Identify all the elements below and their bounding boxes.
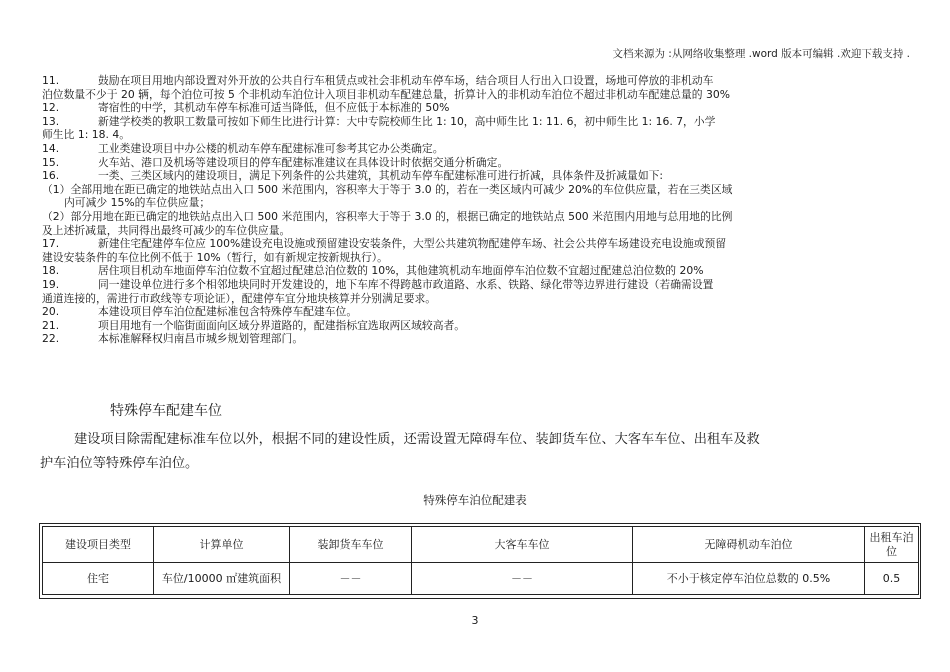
table-cell: 不小于核定停车泊位总数的 0.5%: [633, 563, 865, 595]
clause-text: 本建设项目停车泊位配建标准包含特殊停车配建车位。: [98, 305, 358, 319]
clause-number: 20.: [42, 305, 60, 319]
header-cell: 无障碍机动车泊位: [633, 527, 865, 563]
list-item: [40, 74, 910, 88]
clause-list: [40, 74, 910, 346]
clause-number: 18.: [42, 264, 60, 278]
header-note: 文档来源为 :从网络收集整理 .word 版本可编辑 .欢迎下载支持 .: [612, 48, 910, 60]
table-cell: 车位/10000 ㎡建筑面积: [154, 563, 290, 595]
header-cell: 计算单位: [154, 527, 290, 563]
table-cell: －－: [412, 563, 633, 595]
clause-number: 17.: [42, 237, 60, 251]
clause-text: 新建学校类的教职工数量可按如下师生比进行计算：大中专院校师生比 1: 10，高中师生比 1: 11. 6，初中师生比 1: 16. 7，小学: [98, 114, 716, 128]
clause-number: 21.: [42, 318, 60, 332]
clause-text: 新建住宅配建停车位应 100%建设充电设施或预留建设安装条件，大型公共建筑物配建停车场、社会公共停车场建设充电设施或预留: [98, 237, 727, 251]
table-row: [43, 563, 919, 595]
clause-number: 15.: [42, 155, 60, 169]
clause-text: 寄宿性的中学，其机动车停车标准可适当降低，但不应低于本标准的 50%: [98, 101, 450, 115]
list-item: [40, 237, 910, 251]
sub-clause-text: （2）部分用地在距已确定的地铁站点出入口 500 米范围内，容积率大于等于 3.0 的，根据已确定的地铁站点 500 米范围内用地与总用地的比例: [42, 209, 733, 223]
list-item: [40, 156, 910, 170]
clause-number: 14.: [42, 141, 60, 155]
clause-continuation: 建设安装条件的车位比例不低于 10%（暂行，如有新规定按新规执行）。: [42, 250, 388, 264]
paragraph-line: 建设项目除需配建标准车位以外，根据不同的建设性质，还需设置无障碍车位、装卸货车位、大客车车位、出租车及救: [74, 432, 760, 447]
clause-continuation: 通道连接的，需进行市政线等专项论证），配建停车宜分地块核算并分别满足要求。: [42, 291, 437, 305]
clause-number: 19.: [42, 277, 60, 291]
paragraph-line: 护车泊位等特殊停车泊位。: [40, 456, 199, 471]
clause-continuation: 师生比 1: 18. 4。: [42, 128, 131, 142]
table-cell: 住宅: [43, 563, 154, 595]
clause-text: 本标准解释权归南昌市城乡规划管理部门。: [98, 332, 304, 346]
page-number: 3: [471, 614, 479, 627]
list-item: [40, 319, 910, 333]
clause-number: 22.: [42, 332, 60, 346]
sub-clause-text: （1）全部用地在距已确定的地铁站点出入口 500 米范围内，容积率大于等于 3.0 的，若在一类区域内可减少 20%的车位供应量，若在三类区域: [42, 182, 733, 196]
header-cell: 出租车泊位: [865, 527, 919, 563]
list-item: [40, 332, 910, 346]
clause-number: 12.: [42, 101, 60, 115]
clause-text: 一类、三类区域内的建设项目，满足下列条件的公共建筑，其机动车停车配建标准可进行折减，具体条件及折减量如下:: [98, 169, 664, 183]
list-item: [40, 115, 910, 129]
table-header-row: [43, 527, 919, 563]
clause-text: 同一建设单位进行多个相邻地块同时开发建设的，地下车库不得跨越市政道路、水系、铁路、绿化带等边界进行建设（若确需设置: [98, 277, 714, 291]
clause-text: 鼓励在项目用地内部设置对外开放的公共自行车租赁点或社会非机动车停车场，结合项目人行出入口设置，场地可停放的非机动车: [98, 74, 714, 87]
sub-clause-continuation: 及上述折减量，共同得出最终可减少的车位供应量。: [42, 223, 291, 237]
special-parking-table: [42, 526, 919, 595]
header-cell: 装卸货车车位: [290, 527, 412, 563]
list-item: [40, 305, 910, 319]
clause-text: 项目用地有一个临街面面向区域分界道路的，配建指标宜选取两区域较高者。: [98, 318, 466, 332]
list-item: [40, 264, 910, 278]
sub-clause-continuation: 内可减少 15%的车位供应量；: [64, 196, 211, 210]
list-item: [40, 101, 910, 115]
clause-text: 火车站、港口及机场等建设项目的停车配建标准建议在具体设计时依据交通分析确定。: [98, 155, 509, 169]
clause-number: 13.: [42, 114, 60, 128]
header-cell: 大客车车位: [412, 527, 633, 563]
clause-number: 11.: [42, 74, 60, 87]
list-item: [40, 142, 910, 156]
table-cell: －－: [290, 563, 412, 595]
table-cell: 0.5: [865, 563, 919, 595]
list-item: [40, 169, 910, 183]
clause-continuation: 泊位数量不少于 20 辆，每个泊位可按 5 个非机动车泊位计入项目非机动车配建总量，折算计入的非机动车泊位不超过非机动车配建总量的 30%: [42, 87, 730, 101]
clause-text: 工业类建设项目中办公楼的机动车停车配建标准可参考其它办公类确定。: [98, 141, 444, 155]
header-cell: 建设项目类型: [43, 527, 154, 563]
clause-number: 16.: [42, 169, 60, 183]
clause-text: 居住项目机动车地面停车泊位数不宜超过配建总泊位数的 10%，其他建筑机动车地面停车泊位数不宜超过配建总泊位数的 20%: [98, 264, 704, 278]
section-title: 特殊停车配建车位: [110, 403, 222, 419]
body-paragraph: [40, 428, 920, 476]
table-caption: 特殊停车泊位配建表: [423, 493, 527, 507]
list-item: [40, 278, 910, 292]
